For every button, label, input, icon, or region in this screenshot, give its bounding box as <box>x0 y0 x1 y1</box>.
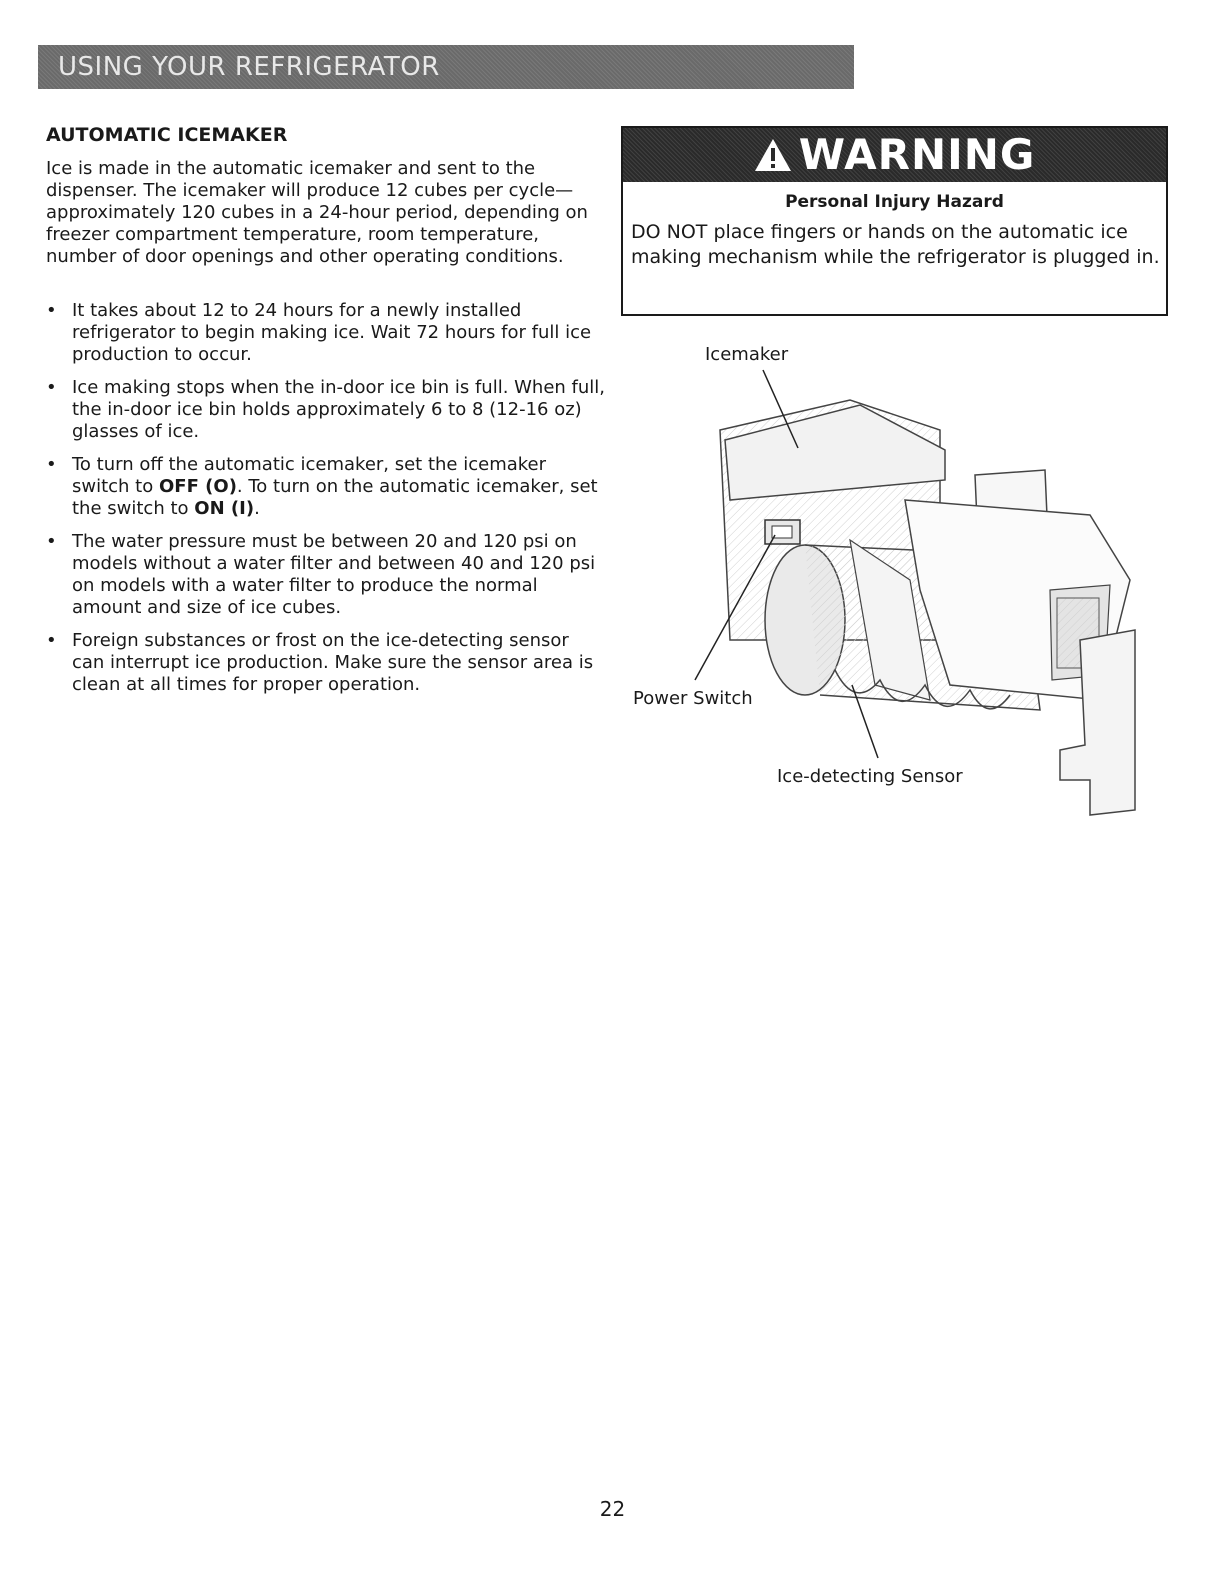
section-header-bar <box>38 45 854 89</box>
bullet-item <box>46 630 606 696</box>
bullet-text: It takes about 12 to 24 hours for a newly installed refrigerator to begin making ice. Wait 72 hours for full ice production to occur. <box>72 300 592 365</box>
warning-body: DO NOT place fingers or hands on the automatic ice making mechanism while the refrigerator is plugged in. <box>631 221 1160 268</box>
bullet-item <box>46 454 606 520</box>
bullet-text: Foreign substances or frost on the ice-detecting sensor can interrupt ice production. Make sure the sensor area is clean at all times for proper operation. <box>72 630 594 695</box>
warning-subtitle: Personal Injury Hazard <box>785 192 1004 212</box>
warning-title: WARNING <box>798 130 1036 179</box>
ice-detecting-sensor-label: Ice-detecting Sensor <box>777 766 963 787</box>
power-switch-label: Power Switch <box>633 688 753 709</box>
bullet-list <box>46 300 606 707</box>
warning-triangle-icon <box>754 138 792 172</box>
bullet-dot: • <box>46 630 57 651</box>
bullet-text: Ice making stops when the in-door ice bin is full. When full, the in-door ice bin holds approximately 6 to 8 (12-16 oz) glasses of ice. <box>72 377 606 442</box>
on-label: ON (I) <box>194 498 255 519</box>
off-label: OFF (O) <box>159 476 237 497</box>
bullet-dot: • <box>46 531 57 552</box>
bullet-text: . To turn on the automatic icemaker, set the switch to <box>72 476 598 519</box>
bullet-item <box>46 300 606 366</box>
bullet-text: To turn off the automatic icemaker, set the icemaker switch to <box>72 454 547 497</box>
icemaker-label: Icemaker <box>705 344 789 365</box>
section-header-title: USING YOUR REFRIGERATOR <box>58 52 440 82</box>
bullet-item <box>46 377 606 443</box>
bullet-text: . <box>254 498 260 519</box>
section-heading: AUTOMATIC ICEMAKER <box>46 124 288 146</box>
icemaker-figure <box>620 340 1160 830</box>
bullet-text: The water pressure must be between 20 and 120 psi on models without a water filter and between 40 and 120 psi on models with a water filter to produce the normal amount and size of ice cubes. <box>72 531 596 618</box>
bullet-item <box>46 531 606 619</box>
warning-box <box>621 126 1168 316</box>
bullet-dot: • <box>46 454 57 475</box>
bullet-dot: • <box>46 300 57 321</box>
page-number: 22 <box>599 1497 626 1521</box>
intro-paragraph: Ice is made in the automatic icemaker and sent to the dispenser. The icemaker will produce 12 cubes per cycle—approximately 120 cubes in a 24-hour period, depending on freezer compartment temperature, room temperature, number of door openings and other operating conditions. <box>46 158 588 267</box>
icemaker-illustration <box>620 340 1160 830</box>
warning-header <box>623 128 1166 182</box>
bullet-dot: • <box>46 377 57 398</box>
